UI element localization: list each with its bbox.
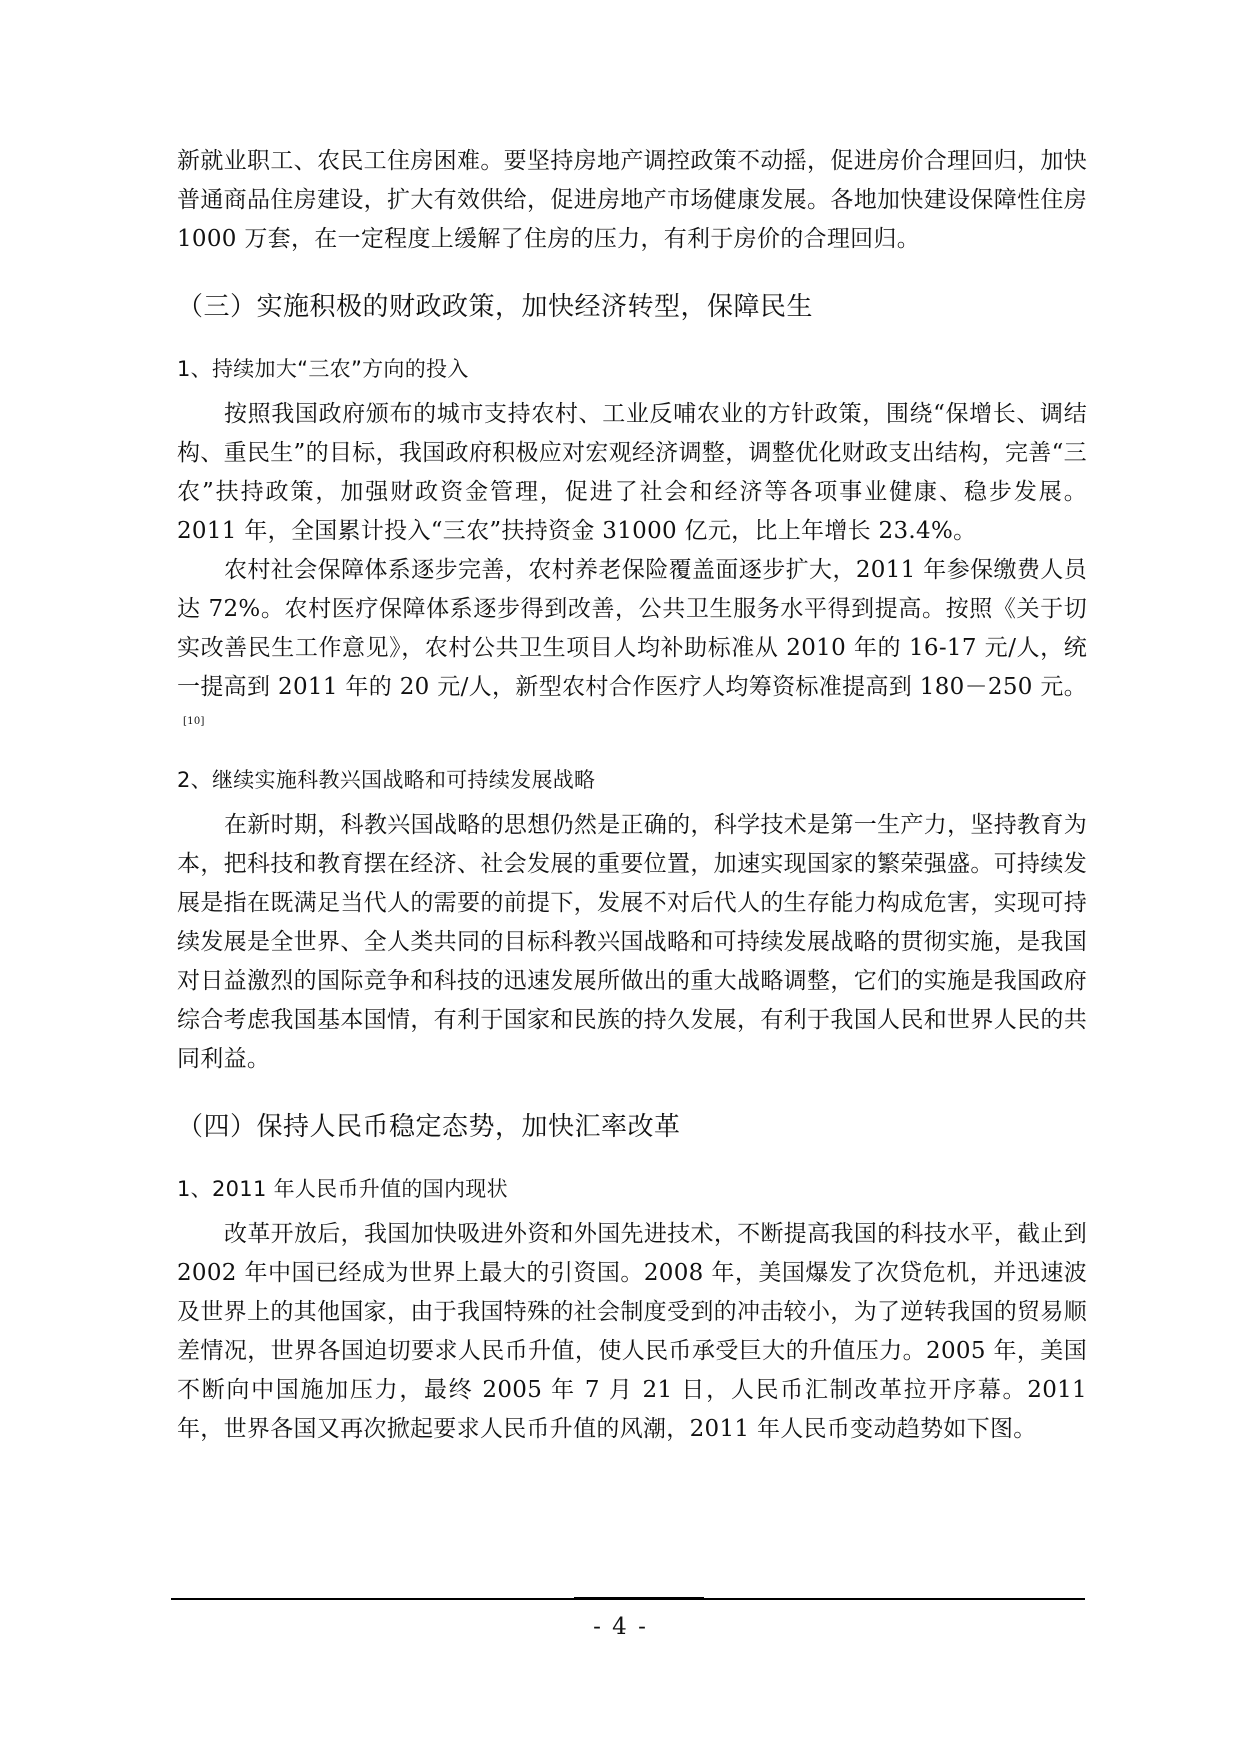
section-heading-3: （三）实施积极的财政政策，加快经济转型，保障民生 bbox=[177, 292, 814, 322]
paragraph-3-1-b-text: 农村社会保障体系逐步完善，农村养老保险覆盖面逐步扩大，2011 年参保缴费人员达 72%。农村医疗保障体系逐步得到改善，公共卫生服务水平得到提高。按照《关于切实改善民生工作意见》，农村公共卫生项目人均补助标准从 2010 年的 16-17 元/人，统一提高到 2011 年的 20 元/人，新型农村合作医疗人均筹资标准提高到 180－250 元。 bbox=[177, 557, 1087, 700]
section-heading-4: （四）保持人民币稳定态势，加快汇率改革 bbox=[177, 1112, 681, 1142]
continuation-paragraph: 新就业职工、农民工住房困难。要坚持房地产调控政策不动摇，促进房价合理回归，加快普通商品住房建设，扩大有效供给，促进房地产市场健康发展。各地加快建设保障性住房 1000 万套，在一定程度上缓解了住房的压力，有利于房价的合理回归。 bbox=[177, 148, 1087, 252]
page-number: - 4 - bbox=[593, 1614, 648, 1640]
paragraph-4-1-a: 改革开放后，我国加快吸进外资和外国先进技术，不断提高我国的科技水平，截止到 2002 年中国已经成为世界上最大的引资国。2008 年，美国爆发了次贷危机，并迅速波及世界上的其他国家，由于我国特殊的社会制度受到的冲击较小，为了逆转我国的贸易顺差情况，世界各国迫切要求人民币升值，使人民币承受巨大的升值压力。2005 年，美国不断向中国施加压力，最终 2005 年 7 月 21 日，人民币汇制改革拉开序幕。2011 年，世界各国又再次掀起要求人民币升值的风潮，2011 年人民币变动趋势如下图。 bbox=[177, 1221, 1087, 1442]
page-content bbox=[177, 142, 1087, 1449]
paragraph-3-2-a: 在新时期，科教兴国战略的思想仍然是正确的，科学技术是第一生产力，坚持教育为本，把科技和教育摆在经济、社会发展的重要位置，加速实现国家的繁荣强盛。可持续发展是指在既满足当代人的需要的前提下，发展不对后代人的生存能力构成危害，实现可持续发展是全世界、全人类共同的目标科教兴国战略和可持续发展战略的贯彻实施，是我国对日益激烈的国际竞争和科技的迅速发展所做出的重大战略调整，它们的实施是我国政府综合考虑我国基本国情，有利于国家和民族的持久发展，有利于我国人民和世界人民的共同利益。 bbox=[177, 812, 1087, 1072]
subsection-heading-4-1: 1、2011 年人民币升值的国内现状 bbox=[177, 1177, 508, 1201]
subsection-heading-3-1: 1、持续加大“三农”方向的投入 bbox=[177, 357, 469, 381]
citation-reference: [10] bbox=[183, 716, 205, 728]
spacer bbox=[177, 746, 1087, 760]
subsection-heading-3-2: 2、继续实施科教兴国战略和可持续发展战略 bbox=[177, 768, 596, 792]
paragraph-3-1-a: 按照我国政府颁布的城市支持农村、工业反哺农业的方针政策，围绕“保增长、调结构、重民生”的目标，我国政府积极应对宏观经济调整，调整优化财政支出结构，完善“三农”扶持政策，加强财政资金管理，促进了社会和经济等各项事业健康、稳步发展。2011 年，全国累计投入“三农”扶持资金 31000 亿元，比上年增长 23.4%。 bbox=[177, 401, 1087, 544]
footer-rule bbox=[171, 1598, 1085, 1600]
footer-rule-accent bbox=[574, 1597, 704, 1600]
paragraph-3-1-b bbox=[177, 551, 1087, 746]
